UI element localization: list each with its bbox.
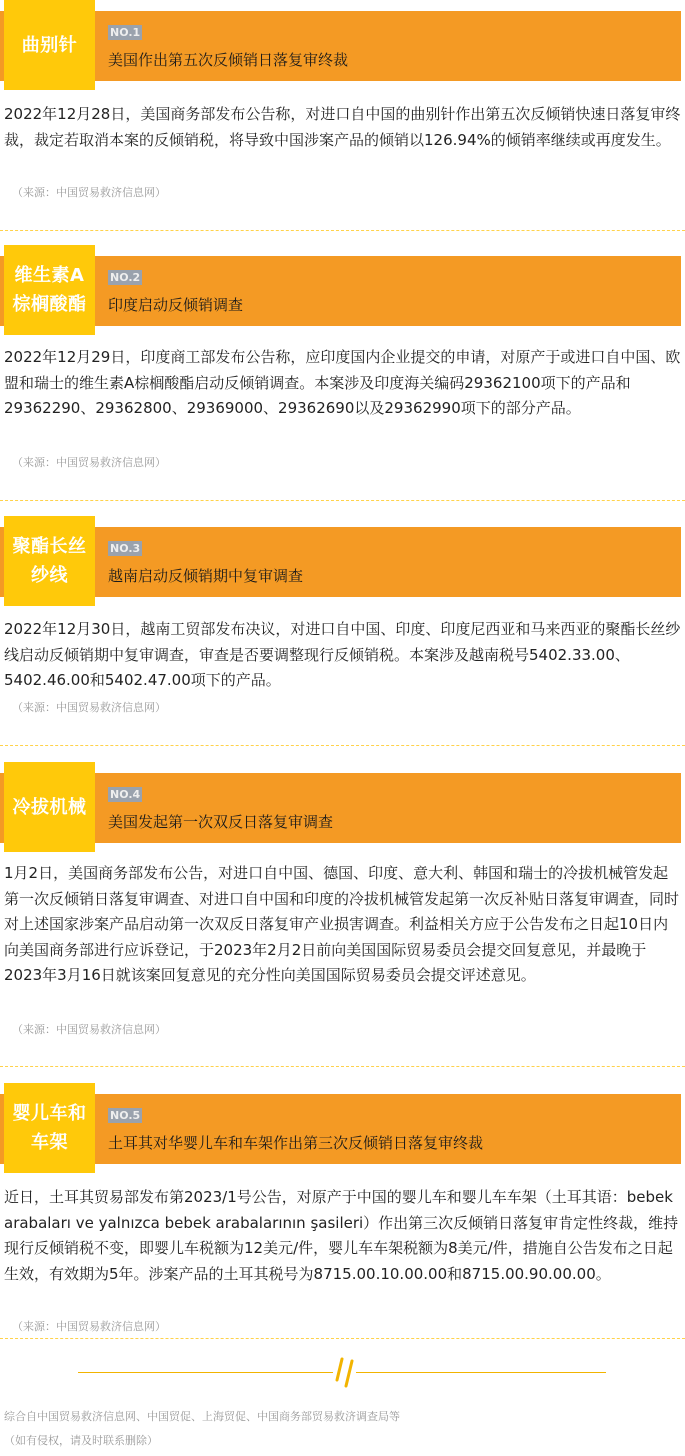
- dashed-divider: [0, 1338, 685, 1339]
- item-header: [0, 1083, 685, 1173]
- item-source: （来源：中国贸易救济信息网）: [12, 1023, 166, 1036]
- category-label: 婴儿车和车架: [12, 1103, 87, 1153]
- number-tag: NO.5: [110, 1109, 141, 1122]
- item-body: 近日，土耳其贸易部发布第2023/1号公告，对原产于中国的婴儿车和婴儿车车架（土耳其语：bebek arabaları ve yalnızca bebek arabalarının şasileri）作出第三次反倾销日落复审肯定性终裁，维持现行反倾销税不变，即婴儿车税额为12美元/件，婴儿车车架税额为8美元/件，措施自公告发布之日起生效，有效期为5年。涉案产品的土耳其税号为8715.00.10.00.00和8715.00.90.00.00。: [4, 1188, 679, 1283]
- news-item-3: [0, 516, 685, 606]
- item-source: （来源：中国贸易救济信息网）: [12, 456, 166, 469]
- item-title: 印度启动反倾销调查: [108, 296, 244, 314]
- dashed-divider: [0, 1066, 685, 1067]
- dashed-divider: [0, 500, 685, 501]
- item-body: 2022年12月30日，越南工贸部发布决议，对进口自中国、印度、印度尼西亚和马来西亚的聚酯长丝纱线启动反倾销期中复审调查，审查是否要调整现行反倾销税。本案涉及越南税号5402.33.00、5402.46.00和5402.47.00项下的产品。: [4, 620, 681, 689]
- item-source: （来源：中国贸易救济信息网）: [12, 701, 166, 714]
- dashed-divider: [0, 745, 685, 746]
- category-box: [4, 516, 95, 606]
- item-source: （来源：中国贸易救济信息网）: [12, 186, 166, 199]
- category-label: 维生素A棕榈酸酯: [12, 265, 87, 315]
- item-header: [0, 516, 685, 606]
- item-title: 美国作出第五次反倾销日落复审终裁: [108, 51, 349, 69]
- item-body: 2022年12月29日，印度商工部发布公告称，应印度国内企业提交的申请，对原产于或进口自中国、欧盟和瑞士的维生素A棕榈酸酯启动反倾销调查。本案涉及印度海关编码29362100项下的产品和29362290、29362800、29369000、29362690以及29362990项下的部分产品。: [4, 348, 681, 417]
- footer-rule-left: [78, 1372, 333, 1373]
- item-body: 1月2日，美国商务部发布公告，对进口自中国、德国、印度、意大利、韩国和瑞士的冷拔机械管发起第一次反倾销日落复审调查、对进口自中国和印度的冷拔机械管发起第一次反补贴日落复审调查，同时对上述国家涉案产品启动第一次双反日落复审产业损害调查。利益相关方应于公告发布之日起10日内向美国商务部进行应诉登记，于2023年2月2日前向美国国际贸易委员会提交回复意见，并最晚于2023年3月16日就该案回复意见的充分性向美国国际贸易委员会提交评述意见。: [4, 864, 680, 984]
- category-box: [4, 0, 95, 90]
- item-title: 越南启动反倾销期中复审调查: [108, 567, 304, 585]
- news-item-2: [0, 245, 685, 335]
- title-bar: [0, 256, 681, 326]
- news-item-5: [0, 1083, 685, 1173]
- footer-rule-right: [356, 1372, 606, 1373]
- title-bar: [0, 1094, 681, 1164]
- item-body: 2022年12月28日，美国商务部发布公告称，对进口自中国的曲别针作出第五次反倾销快速日落复审终裁，裁定若取消本案的反倾销税，将导致中国涉案产品的倾销以126.94%的倾销率继续或再度发生。: [4, 105, 681, 149]
- number-tag: NO.4: [110, 788, 141, 801]
- title-bar: [0, 527, 681, 597]
- footer-notice: （如有侵权，请及时联系删除）: [4, 1434, 158, 1447]
- category-box: [4, 245, 95, 335]
- number-tag: NO.3: [110, 542, 141, 555]
- number-tag: NO.2: [110, 271, 141, 284]
- category-label: 曲别针: [21, 34, 78, 56]
- news-item-1: [0, 0, 685, 90]
- item-title: 美国发起第一次双反日落复审调查: [108, 813, 334, 831]
- category-label: 聚酯长丝纱线: [12, 536, 87, 586]
- double-slash-ornament: [333, 1356, 357, 1390]
- item-source: （来源：中国贸易救济信息网）: [12, 1320, 166, 1333]
- category-box: [4, 1083, 95, 1173]
- item-header: [0, 245, 685, 335]
- number-tag: NO.1: [110, 26, 141, 39]
- news-item-4: [0, 762, 685, 852]
- footer-sources: 综合自中国贸易救济信息网、中国贸促、上海贸促、中国商务部贸易救济调查局等: [4, 1410, 400, 1423]
- category-label: 冷拔机械: [12, 796, 87, 818]
- title-bar: [0, 773, 681, 843]
- item-header: [0, 0, 685, 90]
- dashed-divider: [0, 230, 685, 231]
- item-title: 土耳其对华婴儿车和车架作出第三次反倾销日落复审终裁: [108, 1134, 484, 1152]
- title-bar: [0, 11, 681, 81]
- category-box: [4, 762, 95, 852]
- item-header: [0, 762, 685, 852]
